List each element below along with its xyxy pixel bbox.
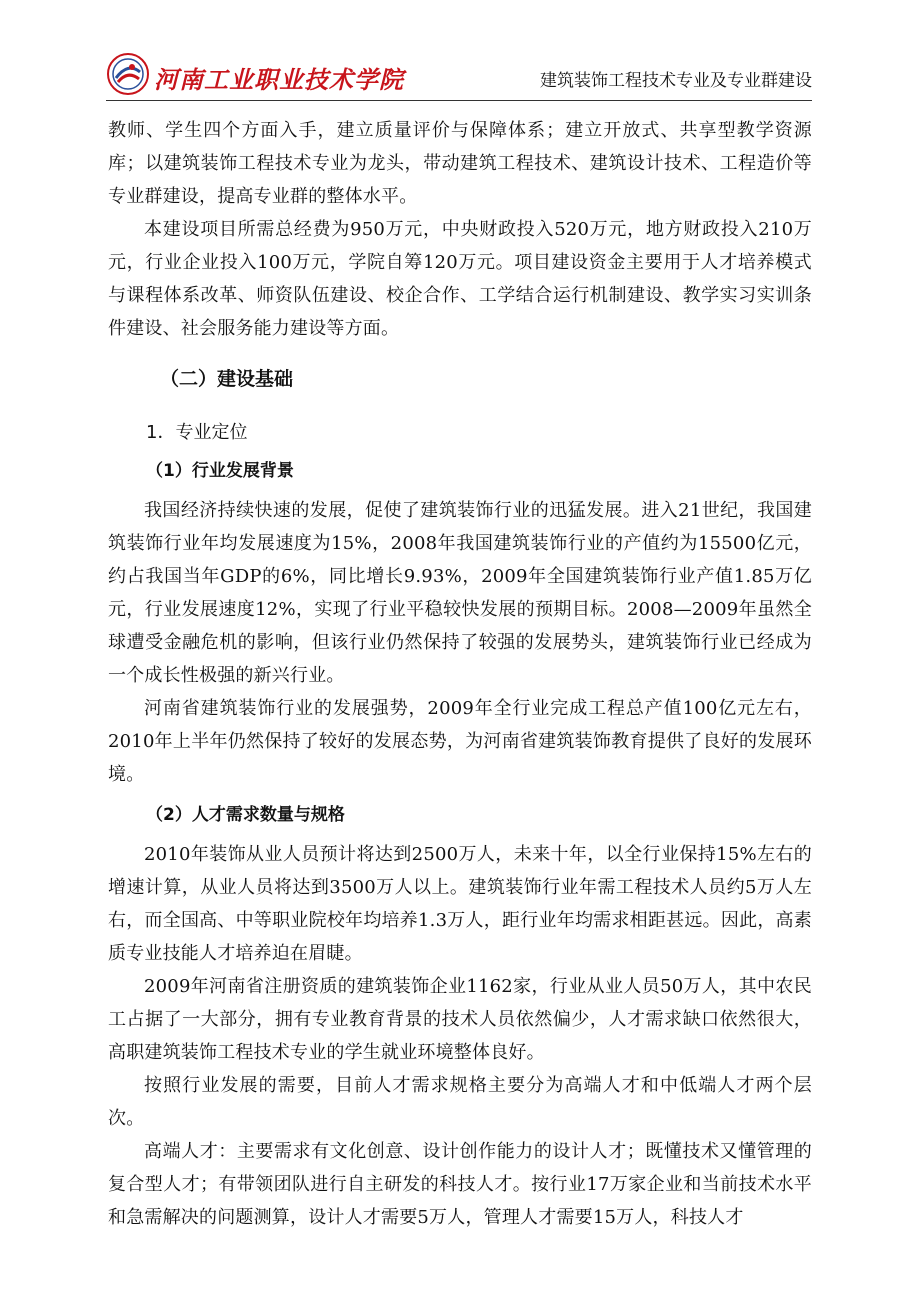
document-body xyxy=(108,114,812,1234)
paragraph: 按照行业发展的需要，目前人才需求规格主要分为高端人才和中低端人才两个层次。 xyxy=(108,1075,812,1129)
item-heading-industry-background: （1）行业发展背景 xyxy=(146,461,294,481)
paragraph: 2009年河南省注册资质的建筑装饰企业1162家，行业从业人员50万人，其中农民工占据了一大部分，拥有专业教育背景的技术人员依然偏少，人才需求缺口依然很大，高职建筑装饰工程技术专业的学生就业环境整体良好。 xyxy=(108,976,812,1063)
college-emblem-icon xyxy=(106,52,150,96)
subsection-heading: 1．专业定位 xyxy=(146,422,248,443)
paragraph: 本建设项目所需总经费为950万元，中央财政投入520万元，地方财政投入210万元，行业企业投入100万元，学院自筹120万元。项目建设资金主要用于人才培养模式与课程体系改革、师资队伍建设、校企合作、工学结合运行机制建设、教学实习实训条件建设、社会服务能力建设等方面。 xyxy=(108,219,812,339)
college-name-logo: 河南工业职业技术学院 xyxy=(154,65,404,94)
paragraph: 我国经济持续快速的发展，促使了建筑装饰行业的迅猛发展。进入21世纪，我国建筑装饰行业年均发展速度为15%，2008年我国建筑装饰行业的产值约为15500亿元，约占我国当年GDP的6%，同比增长9.93%，2009年全国建筑装饰行业产值1.85万亿元，行业发展速度12%，实现了行业平稳较快发展的预期目标。2008—2009年虽然全球遭受金融危机的影响，但该行业仍然保持了较强的发展势头，建筑装饰行业已经成为一个成长性极强的新兴行业。 xyxy=(108,500,812,686)
section-heading: （二）建设基础 xyxy=(160,368,294,390)
item-heading-talent-demand: （2）人才需求数量与规格 xyxy=(146,805,345,825)
paragraph: 2010年装饰从业人员预计将达到2500万人，未来十年，以全行业保持15%左右的增速计算，从业人员将达到3500万人以上。建筑装饰行业年需工程技术人员约5万人左右，而全国高、中等职业院校年均培养1.3万人，距行业年均需求相距甚远。因此，高素质专业技能人才培养迫在眉睫。 xyxy=(108,844,812,964)
paragraph: 教师、学生四个方面入手，建立质量评价与保障体系；建立开放式、共享型教学资源库；以建筑装饰工程技术专业为龙头，带动建筑工程技术、建筑设计技术、工程造价等专业群建设，提高专业群的整体水平。 xyxy=(108,120,812,207)
page-header xyxy=(106,48,812,101)
paragraph: 高端人才：主要需求有文化创意、设计创作能力的设计人才；既懂技术又懂管理的复合型人才；有带领团队进行自主研发的科技人才。按行业17万家企业和当前技术水平和急需解决的问题测算，设计人才需要5万人，管理人才需要15万人，科技人才 xyxy=(108,1141,812,1228)
paragraph: 河南省建筑装饰行业的发展强势，2009年全行业完成工程总产值100亿元左右，2010年上半年仍然保持了较好的发展态势，为河南省建筑装饰教育提供了良好的发展环境。 xyxy=(108,698,812,785)
header-title: 建筑装饰工程技术专业及专业群建设 xyxy=(540,71,812,91)
